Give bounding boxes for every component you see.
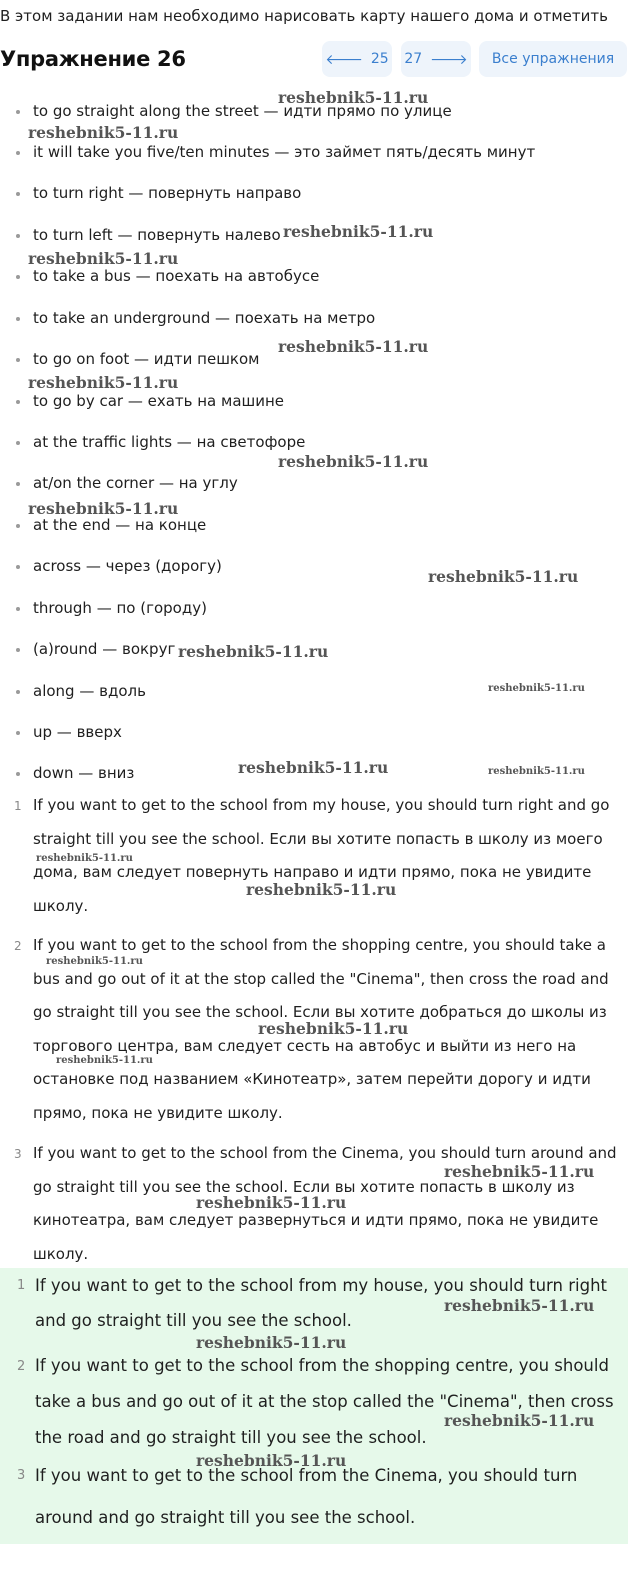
- watermark: reshebnik5-11.ru: [178, 642, 329, 661]
- watermark: reshebnik5-11.ru: [46, 956, 143, 967]
- watermark: reshebnik5-11.ru: [428, 567, 579, 586]
- english-answers-box: [0, 1268, 628, 1544]
- bullet-icon: [16, 192, 20, 196]
- answer-number: 3: [17, 1468, 26, 1483]
- watermark: reshebnik5-11.ru: [444, 1162, 595, 1181]
- answer-number: 1: [17, 1278, 26, 1293]
- bullet-icon: [16, 565, 20, 569]
- answer-line: торгового центра, вам следует сесть на автобус и выйти из него на: [33, 1037, 577, 1055]
- bullet-icon: [16, 482, 20, 486]
- answer-number: 3: [14, 1147, 22, 1161]
- answer-line: If you want to get to the school from the shopping centre, you should take a: [33, 936, 606, 954]
- answer-line: bus and go out of it at the stop called the "Cinema", then cross the road and: [33, 970, 609, 988]
- bullet-icon: [16, 317, 20, 321]
- answer-line: кинотеатра, вам следует развернуться и идти прямо, пока не увидите: [33, 1211, 599, 1229]
- watermark: reshebnik5-11.ru: [196, 1333, 347, 1352]
- bullet-icon: [16, 441, 20, 445]
- watermark: reshebnik5-11.ru: [278, 88, 429, 107]
- watermark: reshebnik5-11.ru: [196, 1451, 347, 1470]
- answer-line: the road and go straight till you see the school.: [35, 1428, 427, 1447]
- watermark: reshebnik5-11.ru: [196, 1193, 347, 1212]
- watermark: reshebnik5-11.ru: [238, 758, 389, 777]
- all-exercises-label: Все упражнения: [491, 51, 615, 67]
- watermark: reshebnik5-11.ru: [28, 499, 179, 518]
- next-exercise-label: 27: [404, 51, 423, 67]
- answer-line: go straight till you see the school. Если вы хотите добраться до школы из: [33, 1003, 607, 1021]
- watermark: reshebnik5-11.ru: [488, 766, 585, 777]
- exercise-header: [0, 41, 632, 81]
- bullet-icon: [16, 607, 20, 611]
- answer-number: 1: [14, 799, 22, 813]
- next-exercise-button[interactable]: [401, 41, 471, 77]
- watermark: reshebnik5-11.ru: [258, 1019, 409, 1038]
- bullet-icon: [16, 772, 20, 776]
- watermark: reshebnik5-11.ru: [28, 373, 179, 392]
- watermark: reshebnik5-11.ru: [246, 880, 397, 899]
- answer-line: take a bus and go out of it at the stop called the "Cinema", then cross: [35, 1392, 614, 1411]
- watermark: reshebnik5-11.ru: [444, 1411, 595, 1430]
- answer-line: школу.: [33, 1245, 89, 1263]
- arrow-right-icon: 🡒: [430, 51, 468, 68]
- answer-line: If you want to get to the school from the Cinema, you should turn: [35, 1466, 578, 1485]
- answer-line: straight till you see the school. Если вы хотите попасть в школу из моего: [33, 830, 603, 848]
- bullet-icon: [16, 524, 20, 528]
- bullet-icon: [16, 358, 20, 362]
- bullet-icon: [16, 234, 20, 238]
- all-exercises-button[interactable]: [479, 41, 627, 77]
- bullet-icon: [16, 690, 20, 694]
- answer-number: 2: [17, 1359, 26, 1374]
- prev-exercise-button[interactable]: [322, 41, 392, 77]
- answer-line: остановке под названием «Кинотеатр», затем перейти дорогу и идти: [33, 1070, 591, 1088]
- watermark: reshebnik5-11.ru: [283, 222, 434, 241]
- bullet-icon: [16, 110, 20, 114]
- watermark: reshebnik5-11.ru: [278, 337, 429, 356]
- answer-line: дома, вам следует повернуть направо и идти прямо, пока не увидите: [33, 863, 592, 881]
- bullet-icon: [16, 275, 20, 279]
- answer-line: If you want to get to the school from my house, you should turn right and go: [33, 796, 610, 814]
- answer-line: go straight till you see the school. Если вы хотите попасть в школу из: [33, 1178, 575, 1196]
- answer-line: If you want to get to the school from the Cinema, you should turn around and: [33, 1144, 617, 1162]
- watermark: reshebnik5-11.ru: [488, 683, 585, 694]
- answer-line: and go straight till you see the school.: [35, 1311, 352, 1330]
- bullet-icon: [16, 731, 20, 735]
- prev-exercise-label: 25: [370, 51, 389, 67]
- answer-line: прямо, пока не увидите школу.: [33, 1104, 283, 1122]
- watermark: reshebnik5-11.ru: [278, 452, 429, 471]
- page-title: Упражнение 26: [0, 47, 186, 71]
- answer-number: 2: [14, 939, 22, 953]
- bullet-icon: [16, 151, 20, 155]
- answer-line: школу.: [33, 897, 89, 915]
- answer-line: If you want to get to the school from the shopping centre, you should: [35, 1356, 609, 1375]
- answer-line: If you want to get to the school from my house, you should turn right: [35, 1276, 608, 1295]
- watermark: reshebnik5-11.ru: [28, 123, 179, 142]
- watermark: reshebnik5-11.ru: [28, 249, 179, 268]
- bullet-icon: [16, 648, 20, 652]
- bullet-icon: [16, 400, 20, 404]
- watermark: reshebnik5-11.ru: [56, 1055, 153, 1066]
- watermark: reshebnik5-11.ru: [36, 853, 133, 864]
- intro-text: В этом задании нам необходимо нарисовать карту нашего дома и отметить: [0, 7, 608, 25]
- answer-line: around and go straight till you see the school.: [35, 1508, 416, 1527]
- watermark: reshebnik5-11.ru: [444, 1296, 595, 1315]
- arrow-left-icon: 🡐: [325, 51, 363, 68]
